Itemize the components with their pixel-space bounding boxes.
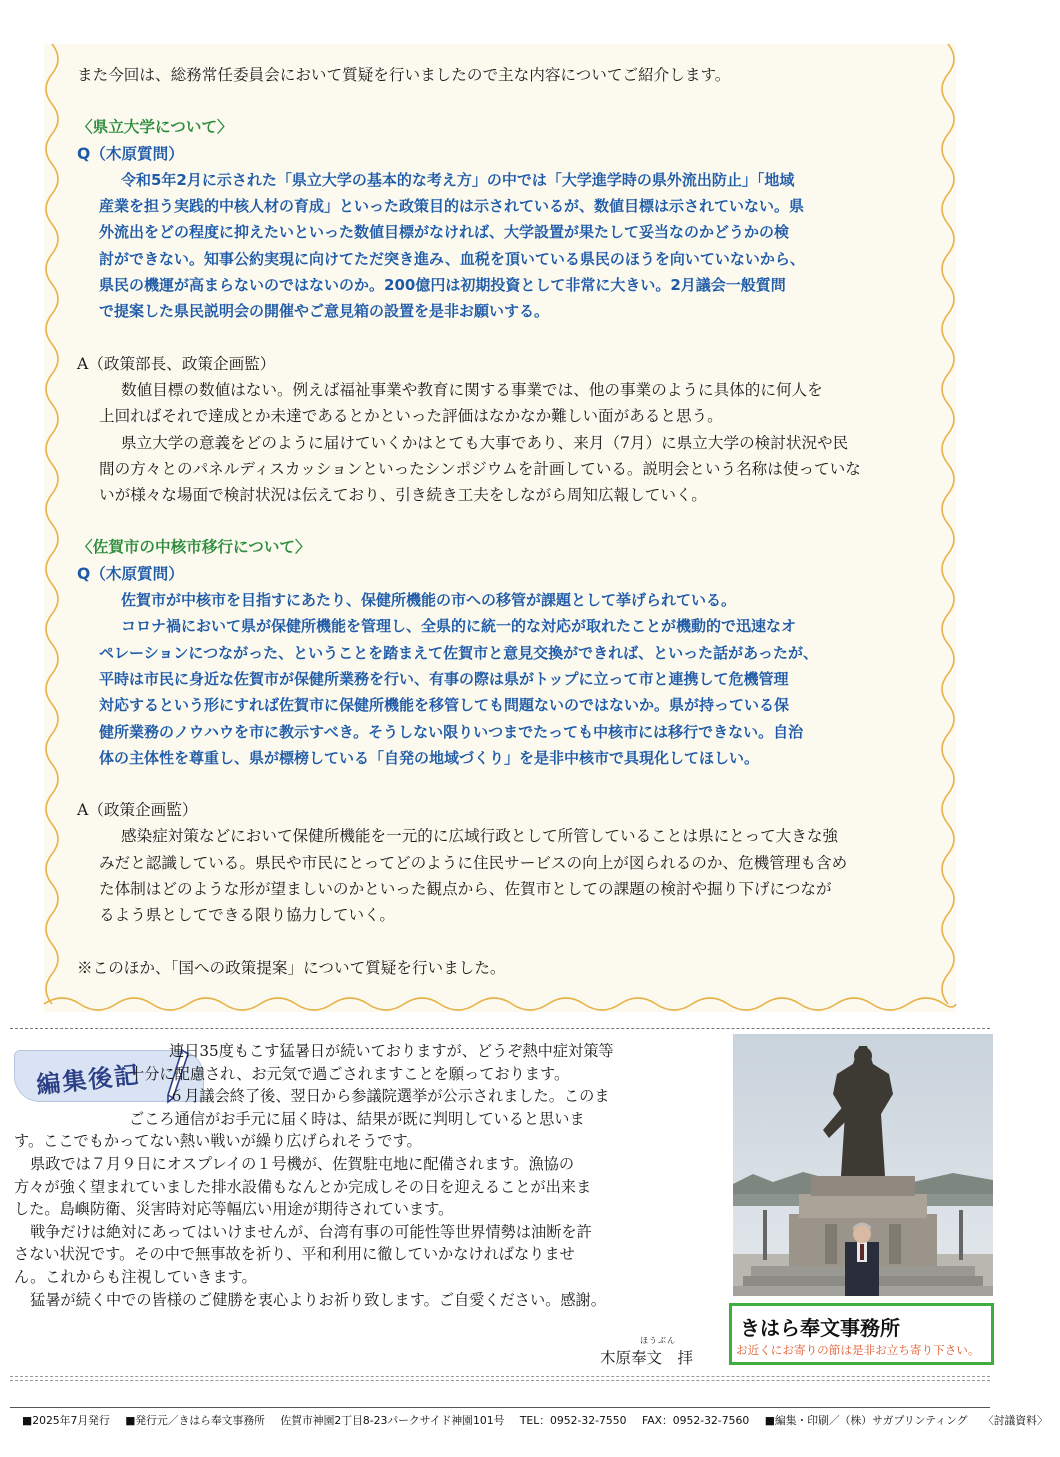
answer-line: みだと認識している。県民や市民にとってどのように住民サービスの向上が図られるのか、危機管理も含め: [99, 853, 848, 872]
report-panel: [44, 44, 956, 1012]
signature-ruby: ほうぶん: [640, 1336, 676, 1345]
answer-line: るよう県としてできる限り協力していく。: [99, 906, 395, 925]
answer-line: た体制はどのような形が望ましいのかといった観点から、佐賀市としての課題の検討や掘り下げにつなが: [99, 880, 832, 899]
bottom-vine-border: [44, 996, 956, 1012]
question-line: 佐賀市が中核市を目指すにあたり、保健所機能の市への移管が課題として挙げられている。: [121, 591, 737, 610]
section-divider: [10, 1028, 990, 1029]
left-vine-border: [44, 44, 60, 1012]
editors-note-line: す。ここでもかってない熱い戦いが繰り広げられそうです。: [14, 1132, 422, 1151]
signature-text: 木原奉文 拝: [600, 1349, 694, 1367]
footer-rule: [10, 1407, 990, 1408]
answer-line: 数値目標の数値はない。例えば福祉事業や教育に関する事業では、他の事業のように具体的に何人を: [121, 380, 823, 399]
answer-line: 感染症対策などにおいて保健所機能を一元的に広域行政として所管していることは県にとって大きな強: [121, 827, 839, 846]
editors-note-line: 方々が強く望まれていました排水設備もなんとか完成しその日を迎えることが出来ま: [14, 1177, 592, 1196]
question-line: 対応するという形にすれば佐賀市に保健所機能を移管しても問題ないのではないか。県が持っている保: [99, 696, 790, 715]
right-vine-border: [940, 44, 956, 1012]
answer-line: 間の方々とのパネルディスカッションといったシンポジウムを計画している。説明会という名称は使っていな: [99, 459, 861, 478]
section-heading-saga-city: 〈佐賀市の中核市移行について〉: [77, 538, 311, 557]
editors-note-line: 十分に配慮され、お元気で過ごされますことを願っております。: [129, 1064, 570, 1083]
footer-issued: ■2025年7月発行: [22, 1414, 110, 1427]
office-info-box: [729, 1303, 994, 1365]
footer-address: 佐賀市神園2丁目8-23パークサイド神園101号: [280, 1414, 505, 1427]
question-line: 産業を担う実践的中核人材の育成」といった政策目的は示されているが、数値目標は示されていない。県: [99, 197, 805, 216]
office-note: お近くにお寄りの節は是非お立ち寄り下さい。: [736, 1343, 980, 1357]
spacer: [77, 929, 933, 955]
footer-fax: FAX：0952-32-7560: [641, 1414, 750, 1427]
signature: [600, 1336, 694, 1368]
footer-divider: [10, 1376, 990, 1377]
footer-printer: ■編集・印刷／（株）サガプリンティング: [764, 1414, 968, 1427]
editors-note-line: 県政では７月９日にオスプレイの１号機が、佐賀駐屯地に配備されます。漁協の: [30, 1154, 575, 1173]
spacer: [77, 771, 933, 797]
spacer: [77, 325, 933, 351]
editors-note-body: [14, 1040, 726, 1311]
closing-note: ※このほか、「国への政策提案」について質疑を行いました。: [77, 958, 506, 977]
editors-note-line: ６月議会終了後、翌日から参議院選挙が公示されました。このま: [169, 1087, 610, 1106]
editors-note-line: さない状況です。その中で無事故を祈り、平和利用に徹していかなければなりませ: [14, 1245, 575, 1264]
question-line: で提案した県民説明会の開催やご意見箱の設置を是非お願いする。: [99, 302, 550, 321]
answer-line: 上回ればそれで達成とか未達であるとかといった評価はなかなか難しい面があると思う。: [99, 407, 723, 426]
spacer: [77, 88, 933, 114]
editors-note-line: 戦争だけは絶対にあってはいけませんが、台湾有事の可能性等世界情勢は油断を許: [30, 1222, 592, 1241]
statue-photo: [733, 1034, 993, 1296]
footer-divider: [10, 1380, 990, 1381]
panel-content: [77, 62, 933, 981]
question-line: 外流出をどの程度に抑えたいといった数値目標がなければ、大学設置が果たして妥当なのかどうかの検: [99, 223, 790, 242]
question-line: 討ができない。知事公約実現に向けてただ突き進み、血税を頂いている県民のほうを向いていないから、: [99, 249, 805, 268]
editors-note-line: ごころ通信がお手元に届く時は、結果が既に判明していると思いま: [129, 1109, 585, 1128]
question-line: コロナ禍において県が保健所機能を管理し、全県的に統一的な対応が取れたことが機動的で迅速なオ: [121, 617, 797, 636]
editors-note-line: した。島嶼防衛、災害時対応等幅広い用途が期待されています。: [14, 1200, 454, 1219]
editors-note-title: 編集後記: [35, 1060, 142, 1100]
answer-line: いが様々な場面で検討状況は伝えており、引き続き工夫をしながら周知広報していく。: [99, 486, 707, 505]
footer-publisher: ■発行元／きはら奉文事務所: [125, 1414, 265, 1427]
editors-note-line: ん。これからも注視していきます。: [14, 1267, 257, 1286]
footer-tel: TEL：0952-32-7550: [519, 1414, 627, 1427]
question-line: 県民の機運が高まらないのではないのか。200億円は初期投資として非常に大きい。2月議会一般質問: [99, 276, 786, 295]
answer-label: A（政策企画監）: [77, 801, 198, 820]
answer-label: A（政策部長、政策企画監）: [77, 354, 276, 373]
question-label: Q（木原質問）: [77, 564, 184, 583]
office-name: きはら奉文事務所: [740, 1316, 900, 1340]
editors-note-line: 猛暑が続く中での皆様のご健勝を衷心よりお祈り致します。ご自愛ください。感謝。: [30, 1290, 606, 1309]
question-line: 令和5年2月に示された「県立大学の基本的な考え方」の中では「大学進学時の県外流出防止」「地域: [121, 170, 795, 189]
question-label: Q（木原質問）: [77, 144, 184, 163]
question-line: 健所業務のノウハウを市に教示すべき。そうしない限りいつまでたっても中核市には移行できない。自治: [99, 722, 804, 741]
question-line: 体の主体性を尊重し、県が標榜している「自発の地域づくり」を是非中核市で具現化してほしい。: [99, 748, 760, 767]
spacer: [77, 508, 933, 534]
answer-line: 県立大学の意義をどのように届けていくかはとても大事であり、来月（7月）に県立大学の検討状況や民: [121, 433, 849, 452]
editors-note-line: 連日35度もこす猛暑日が続いておりますが、どうぞ熱中症対策等: [169, 1042, 614, 1060]
footer-material: 〈討議資料〉: [982, 1414, 1048, 1427]
footer-colophon: [22, 1413, 1060, 1428]
question-line: ペレーションにつながった、ということを踏まえて佐賀市と意見交換ができれば、といった話があったが、: [99, 643, 818, 662]
question-line: 平時は市民に身近な佐賀市が保健所業務を行い、有事の際は県がトップに立って市と連携して危機管理: [99, 669, 789, 688]
section-heading-university: 〈県立大学について〉: [77, 118, 233, 137]
intro-text: また今回は、総務常任委員会において質疑を行いましたので主な内容についてご紹介します。: [77, 66, 731, 84]
